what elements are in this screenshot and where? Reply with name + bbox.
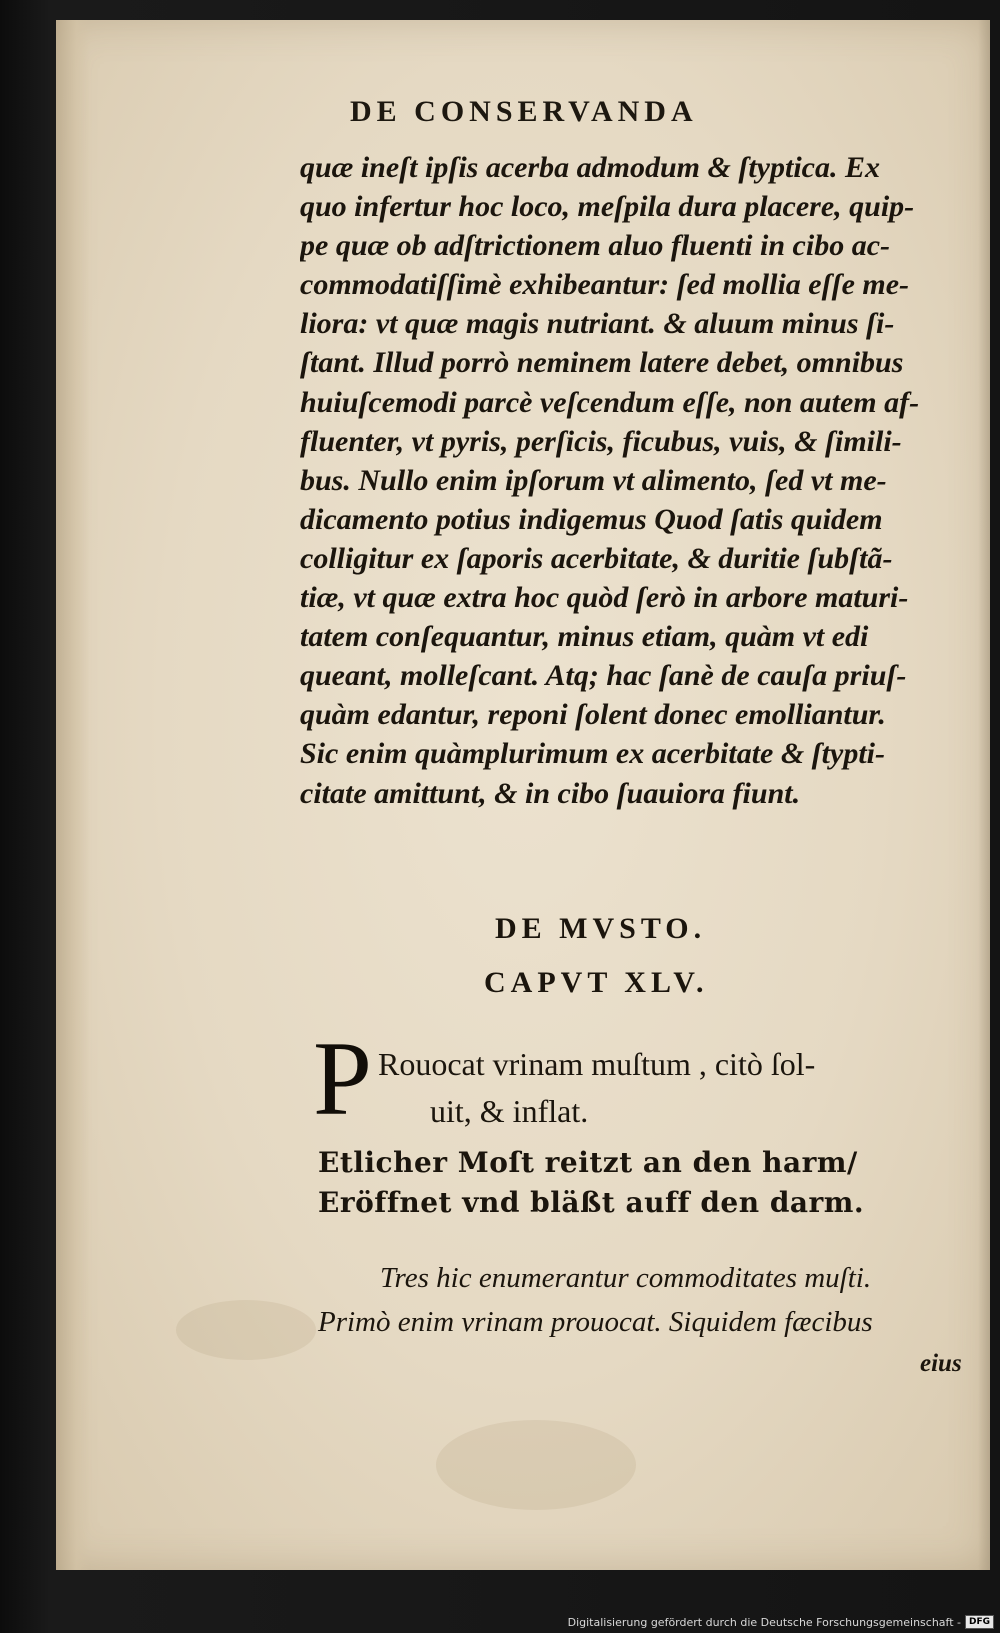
text-line: fluenter, vt pyris, perſicis, ficubus, vuis, & ſimili- — [300, 424, 902, 458]
text-line: huiuſcemodi parcè veſcendum eſſe, non autem af- — [300, 385, 920, 419]
commentary-line: Tres hic enumerantur commoditates muſti. — [380, 1262, 872, 1294]
digitization-footer — [568, 1615, 994, 1629]
body-text — [300, 148, 980, 813]
text-line: tiæ, vt quæ extra hoc quòd ſerò in arbore maturi- — [300, 581, 909, 615]
paper-stain — [176, 1300, 316, 1360]
german-verse-line: Eröffnet vnd bläßt auff den darm. — [318, 1186, 865, 1219]
text-line: quæ ineſt ipſis acerba admodum & ſtyptica. Ex — [300, 151, 880, 184]
footer-credit: Digitalisierung gefördert durch die Deutsche Forschungsgemeinschaft - — [567, 1615, 961, 1629]
dfg-logo: DFG — [965, 1615, 994, 1629]
lemma-line: uit, & inflat. — [430, 1093, 589, 1129]
text-line: bus. Nullo enim ipſorum vt alimento, ſed vt me- — [300, 463, 887, 497]
commentary-line: Primò enim vrinam prouocat. Siquidem fæcibus — [318, 1306, 873, 1338]
drop-cap: P — [313, 1020, 372, 1137]
lemma-line: Rouocat vrinam muſtum , citò ſol- — [378, 1046, 816, 1082]
text-line: citate amittunt, & in cibo ſuauiora fiunt. — [300, 776, 801, 810]
text-line: queant, molleſcant. Atq; hac ſanè de cauſa priuſ- — [300, 659, 907, 693]
text-line: colligitur ex ſaporis acerbitate, & duritie ſubſtã- — [300, 541, 893, 575]
text-line: dicamento potius indigemus Quod ſatis quidem — [300, 502, 883, 536]
text-line: tatem conſequantur, minus etiam, quàm vt edi — [300, 620, 869, 654]
text-line: ſtant. Illud porrò neminem latere debet, omnibus — [300, 346, 904, 380]
page-gutter-shadow — [56, 20, 90, 1570]
section-title: DE MVSTO. — [495, 912, 707, 945]
text-line: pe quæ ob adſtrictionem aluo fluenti in cibo ac- — [300, 229, 890, 263]
paper-stain — [436, 1420, 636, 1510]
running-head: DE CONSERVANDA — [350, 95, 698, 128]
text-line: liora: vt quæ magis nutriant. & aluum minus ſi- — [300, 307, 895, 341]
catchword: eius — [920, 1350, 962, 1377]
text-line: commodatiſſimè exhibeantur: ſed mollia eſſe me- — [300, 268, 910, 302]
chapter-heading: CAPVT XLV. — [484, 966, 709, 999]
text-line: Sic enim quàmplurimum ex acerbitate & ſtypti- — [300, 737, 885, 771]
german-verse-line: Etlicher Moſt reitzt an den harm/ — [318, 1146, 858, 1179]
text-line: quàm edantur, reponi ſolent donec emolliantur. — [300, 698, 886, 732]
text-line: quo infertur hoc loco, meſpila dura placere, quip- — [300, 190, 915, 224]
